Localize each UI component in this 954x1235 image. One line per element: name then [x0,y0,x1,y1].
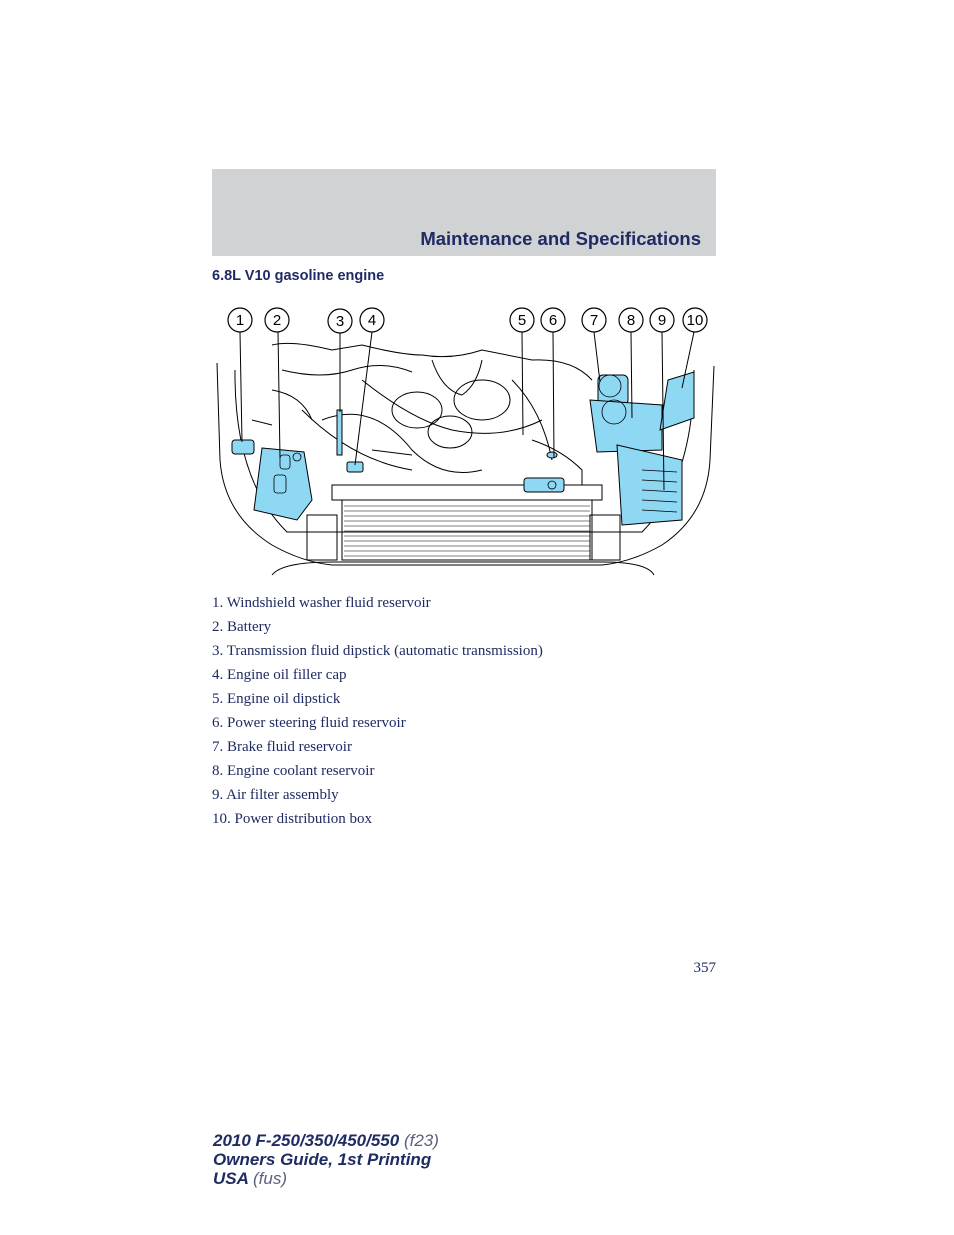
component-legend-list [212,592,543,832]
footer-line-3 [213,1169,439,1188]
legend-item: 5. Engine oil dipstick [212,691,341,707]
callout-9: 9 [657,312,667,329]
legend-item: 8. Engine coolant reservoir [212,763,375,779]
footer-market-code: (fus) [253,1169,287,1188]
callout-1: 1 [235,312,245,329]
callout-4: 4 [367,312,377,329]
section-title: 6.8L V10 gasoline engine [212,268,385,284]
legend-item: 3. Transmission fluid dipstick (automatic transmission) [212,643,543,659]
footer-model-code: (f23) [403,1131,439,1150]
legend-item: 1. Windshield washer fluid reservoir [212,595,431,611]
callout-5: 5 [517,312,527,329]
callout-3: 3 [335,313,345,330]
callout-6: 6 [548,312,558,329]
legend-item: 6. Power steering fluid reservoir [212,715,406,731]
callout-2: 2 [272,312,282,329]
engine-compartment-diagram [212,300,716,578]
legend-item: 2. Battery [212,619,272,635]
document-footer [213,1131,439,1188]
legend-item: 4. Engine oil filler cap [212,667,347,683]
chapter-title: Maintenance and Specifications [420,228,701,249]
footer-model: 2010 F-250/350/450/550 [213,1131,400,1150]
legend-item: 10. Power distribution box [212,811,372,827]
callout-8: 8 [626,312,636,329]
footer-market: USA [213,1169,249,1188]
callout-10: 10 [686,312,704,329]
callout-7: 7 [589,312,599,329]
legend-item: 7. Brake fluid reservoir [212,739,352,755]
footer-line-2: Owners Guide, 1st Printing [213,1150,432,1169]
legend-item: 9. Air filter assembly [212,787,339,803]
page-number: 357 [693,960,716,976]
footer-line-1 [213,1131,439,1150]
section-header-bar [212,169,716,256]
